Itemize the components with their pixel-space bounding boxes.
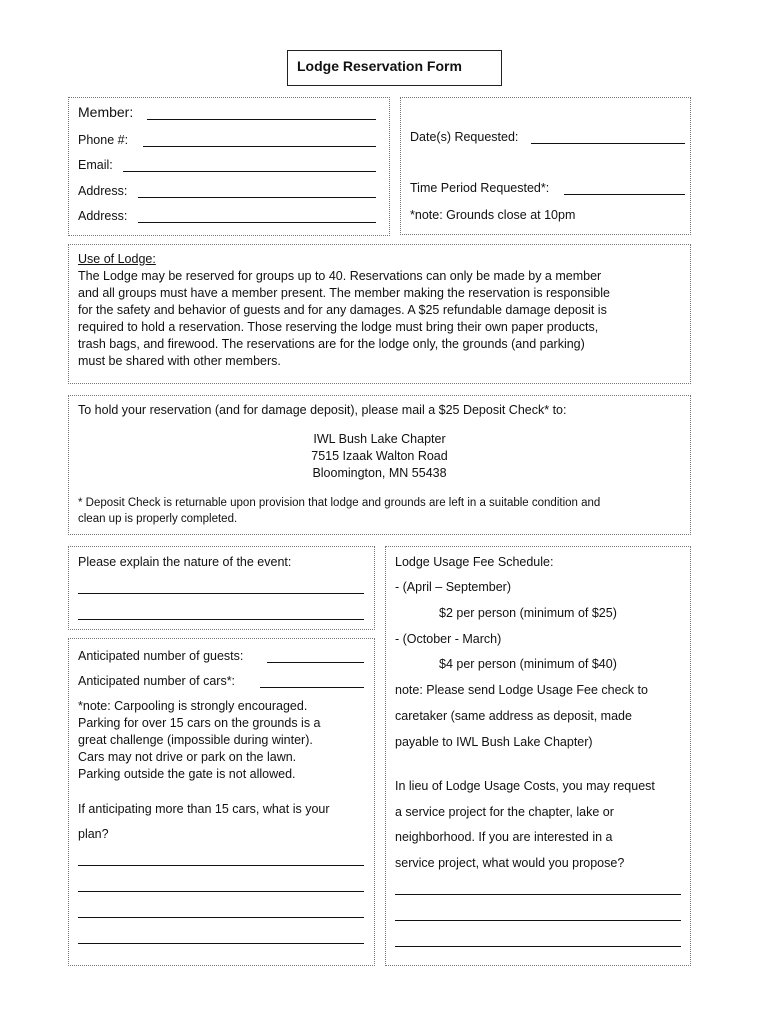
phone-label: Phone #: (78, 133, 129, 147)
deposit-intro: To hold your reservation (and for damage deposit), please mail a $25 Deposit Check* to: (78, 403, 567, 417)
deposit-footnote (78, 495, 683, 527)
time-label: Time Period Requested*: (410, 181, 550, 195)
fee-note-line: caretaker (same address as deposit, made (395, 709, 632, 723)
service-line: neighborhood. If you are interested in a (395, 830, 613, 844)
fees-rate-1: $2 per person (minimum of $25) (439, 606, 617, 620)
carpool-line: great challenge (impossible during winter). (78, 733, 313, 747)
plan-field-line[interactable] (78, 891, 364, 892)
carpool-note (78, 698, 368, 783)
use-line: trash bags, and firewood. The reservations are for the lodge only, the grounds (and parking) (78, 337, 585, 351)
cars-question: If anticipating more than 15 cars, what is your (78, 802, 330, 816)
service-line: service project, what would you propose? (395, 856, 625, 870)
mailing-address (68, 431, 691, 482)
address2-label: Address: (78, 209, 128, 223)
fees-rate-2: $4 per person (minimum of $40) (439, 657, 617, 671)
carpool-line: Parking outside the gate is not allowed. (78, 767, 296, 781)
carpool-line: Parking for over 15 cars on the grounds is a (78, 716, 321, 730)
carpool-line: *note: Carpooling is strongly encouraged. (78, 699, 308, 713)
service-field-line[interactable] (395, 894, 681, 895)
service-line: In lieu of Lodge Usage Costs, you may request (395, 779, 655, 793)
event-prompt: Please explain the nature of the event: (78, 555, 292, 569)
phone-field[interactable] (143, 146, 376, 147)
use-text (78, 251, 683, 370)
service-field-line[interactable] (395, 920, 681, 921)
event-field-line[interactable] (78, 619, 364, 620)
fees-season-1: - (April – September) (395, 580, 512, 594)
fee-note-line: payable to IWL Bush Lake Chapter) (395, 735, 593, 749)
form-title: Lodge Reservation Form (287, 50, 502, 86)
grounds-note: *note: Grounds close at 10pm (410, 208, 576, 222)
use-line: must be shared with other members. (78, 354, 281, 368)
time-field[interactable] (564, 194, 685, 195)
footnote-line: clean up is properly completed. (78, 513, 238, 525)
fee-note-line: note: Please send Lodge Usage Fee check to (395, 683, 648, 697)
dates-field[interactable] (531, 143, 685, 144)
cars-question-2: plan? (78, 827, 109, 841)
plan-field-line[interactable] (78, 865, 364, 866)
service-field-line[interactable] (395, 946, 681, 947)
event-field-line[interactable] (78, 593, 364, 594)
address1-label: Address: (78, 184, 128, 198)
dates-label: Date(s) Requested: (410, 130, 519, 144)
guests-label: Anticipated number of guests: (78, 649, 244, 663)
use-line: The Lodge may be reserved for groups up to 40. Reservations can only be made by a member (78, 269, 602, 283)
guests-field[interactable] (267, 662, 364, 663)
plan-field-line[interactable] (78, 943, 364, 944)
address-line: 7515 Izaak Walton Road (311, 449, 448, 463)
email-label: Email: (78, 158, 113, 172)
footnote-line: * Deposit Check is returnable upon provision that lodge and grounds are left in a suitable condition and (78, 497, 601, 509)
plan-field-line[interactable] (78, 917, 364, 918)
cars-label: Anticipated number of cars*: (78, 674, 236, 688)
member-label: Member: (78, 104, 134, 120)
address2-field[interactable] (138, 222, 376, 223)
address-line: Bloomington, MN 55438 (312, 466, 447, 480)
cars-field[interactable] (260, 687, 364, 688)
address-line: IWL Bush Lake Chapter (313, 432, 446, 446)
member-field[interactable] (147, 119, 376, 120)
carpool-line: Cars may not drive or park on the lawn. (78, 750, 297, 764)
email-field[interactable] (123, 171, 376, 172)
use-line: for the safety and behavior of guests and for any damages. A $25 refundable damage deposit is (78, 303, 607, 317)
fees-season-2: - (October - March) (395, 632, 502, 646)
use-heading: Use of Lodge: (78, 252, 156, 266)
fees-heading: Lodge Usage Fee Schedule: (395, 555, 554, 569)
service-line: a service project for the chapter, lake or (395, 805, 614, 819)
address1-field[interactable] (138, 197, 376, 198)
use-line: required to hold a reservation. Those reserving the lodge must bring their own paper products, (78, 320, 599, 334)
use-line: and all groups must have a member present. The member making the reservation is responsible (78, 286, 610, 300)
